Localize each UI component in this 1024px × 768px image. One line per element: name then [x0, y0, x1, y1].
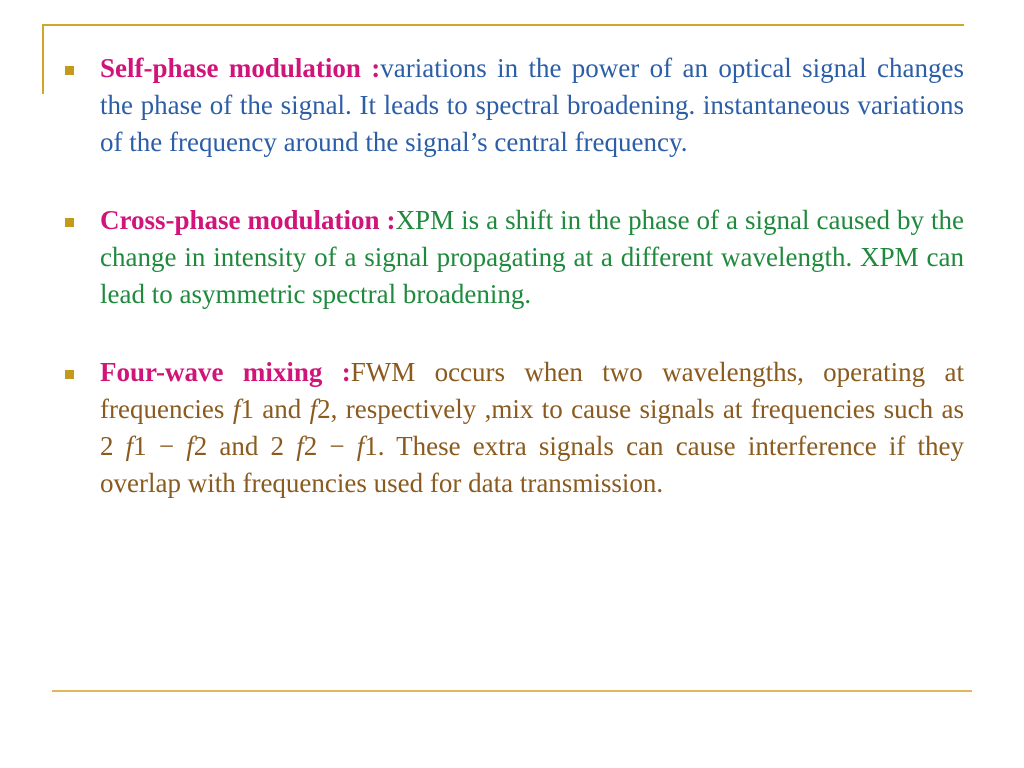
description-segment: 1. These extra signals can cause interference if they overlap with frequencies used for data transmission. [100, 431, 965, 498]
bullet-item-four-wave-mixing [62, 354, 964, 502]
bullet-term: Self-phase modulation : [100, 53, 381, 83]
square-bullet-icon [65, 218, 74, 227]
frame-top-rule [42, 24, 964, 26]
frequency-symbol: f [296, 431, 304, 461]
slide-content [62, 50, 964, 543]
description-segment: 2 − [303, 431, 357, 461]
frequency-symbol: f [309, 394, 318, 424]
frame-bottom-rule [52, 690, 972, 692]
bullet-item-self-phase-modulation [62, 50, 964, 161]
frequency-symbol: f [356, 431, 365, 461]
description-segment: 1 and [240, 394, 310, 424]
bullet-term: Cross-phase modulation : [100, 205, 396, 235]
square-bullet-icon [65, 370, 74, 379]
description-segment: 2, respectively ,mix to cause signals at frequencies such as 2 [100, 394, 964, 461]
description-segment: 1 − [133, 431, 187, 461]
bullet-description: XPM is a shift in the phase of a signal caused by the change in intensity of a signal propagating at a different wavelength. XPM can lead to asymmetric spectral broadening. [100, 205, 964, 309]
frequency-symbol: f [232, 394, 241, 424]
frequency-symbol: f [125, 431, 134, 461]
frequency-symbol: f [186, 431, 194, 461]
description-segment: FWM occurs when two wavelengths, operating at frequencies [100, 357, 964, 424]
frame-left-rule [42, 24, 44, 94]
bullet-text [100, 50, 964, 161]
bullet-item-cross-phase-modulation [62, 202, 964, 313]
square-bullet-icon [65, 66, 74, 75]
bullet-term: Four-wave mixing : [100, 357, 351, 387]
bullet-description: variations in the power of an optical signal changes the phase of the signal. It leads to spectral broadening. instantaneous variations of the frequency around the signal’s central frequency. [100, 53, 964, 157]
bullet-text [100, 354, 964, 502]
bullet-text [100, 202, 964, 313]
description-segment: 2 and 2 [193, 431, 297, 461]
